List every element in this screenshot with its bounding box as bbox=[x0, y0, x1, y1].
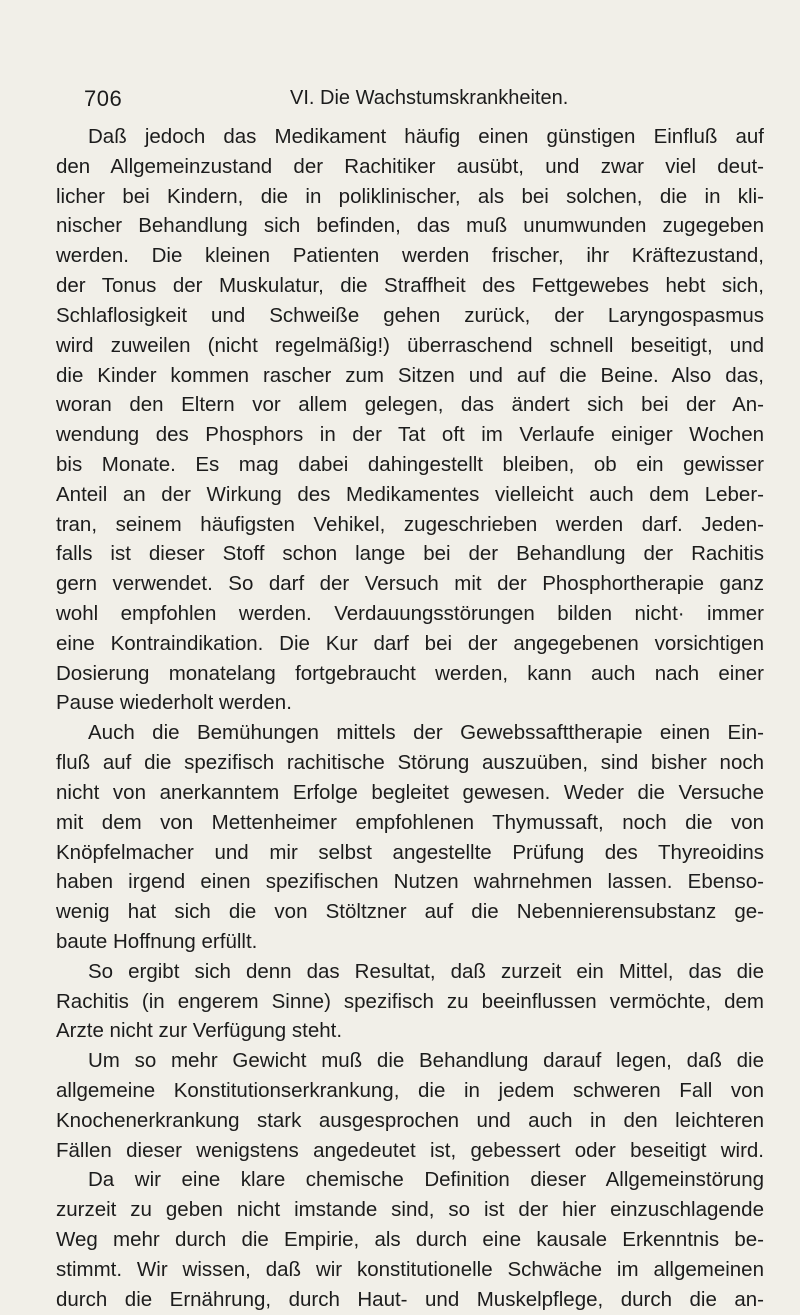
text-line: Knochenerkrankung stark ausgesprochen und auch in den leichteren bbox=[56, 1108, 764, 1132]
text-line: Rachitis (in engerem Sinne) spezifisch zu beeinflussen vermöchte, dem bbox=[56, 989, 764, 1013]
text-line: haben irgend einen spezifischen Nutzen wahrnehmen lassen. Ebenso- bbox=[56, 870, 764, 894]
text-line: allgemeine Konstitutionserkrankung, die in jedem schweren Fall von bbox=[56, 1079, 764, 1102]
text-line: nicht von anerkanntem Erfolge begleitet gewesen. Weder die Versuche bbox=[56, 780, 764, 804]
text-line: stimmt. Wir wissen, daß wir konstitutionelle Schwäche im allgemeinen bbox=[56, 1257, 764, 1281]
text-line: tran, seinem häufigsten Vehikel, zugeschrieben werden darf. Jeden- bbox=[56, 512, 764, 536]
text-line: Schlaflosigkeit und Schweiße gehen zurück, der Laryngospasmus bbox=[56, 303, 764, 327]
text-line: wird zuweilen (nicht regelmäßig!) überraschend schnell beseitigt, und bbox=[56, 333, 764, 357]
text-line: eine Kontraindikation. Die Kur darf bei der angegebenen vorsichtigen bbox=[56, 631, 764, 655]
text-line: bis Monate. Es mag dabei dahingestellt bleiben, ob ein gewisser bbox=[56, 452, 764, 476]
text-line: werden. Die kleinen Patienten werden frischer, ihr Kräftezustand, bbox=[56, 244, 764, 268]
text-line: wenig hat sich die von Stöltzner auf die Nebennierensubstanz ge- bbox=[56, 900, 764, 924]
text-line: wohl empfohlen werden. Verdauungsstörungen bilden nicht· immer bbox=[56, 602, 764, 625]
text-line: Auch die Bemühungen mittels der Gewebssafttherapie einen Ein- bbox=[88, 721, 764, 745]
text-line: die Kinder kommen rascher zum Sitzen und auf die Beine. Also das, bbox=[56, 363, 764, 387]
text-line: Um so mehr Gewicht muß die Behandlung darauf legen, daß die bbox=[88, 1049, 764, 1073]
text-line: Anteil an der Wirkung des Medikamentes vielleicht auch dem Leber- bbox=[56, 482, 764, 506]
text-line: woran den Eltern vor allem gelegen, das ändert sich bei der An- bbox=[56, 393, 764, 417]
text-line: So ergibt sich denn das Resultat, daß zurzeit ein Mittel, das die bbox=[88, 959, 764, 983]
text-line: Knöpfelmacher und mir selbst angestellte Prüfung des Thyreoidins bbox=[56, 840, 764, 864]
text-line: baute Hoffnung erfüllt. bbox=[56, 929, 258, 953]
text-line: mit dem von Mettenheimer empfohlenen Thymussaft, noch die von bbox=[56, 810, 764, 834]
text-line: Arzte nicht zur Verfügung steht. bbox=[56, 1019, 343, 1043]
text-line: nischer Behandlung sich befinden, das muß unumwunden zugegeben bbox=[56, 214, 764, 238]
body-text bbox=[56, 122, 764, 1315]
running-head: VI. Die Wachstumskrankheiten. bbox=[290, 87, 569, 109]
text-line: Weg mehr durch die Empirie, als durch eine kausale Erkenntnis be- bbox=[56, 1228, 764, 1252]
text-line: wendung des Phosphors in der Tat oft im Verlaufe einiger Wochen bbox=[56, 423, 764, 447]
text-line: Fällen dieser wenigstens angedeutet ist, gebessert oder beseitigt wird. bbox=[56, 1138, 764, 1162]
text-line: gern verwendet. So darf der Versuch mit der Phosphortherapie ganz bbox=[56, 572, 764, 596]
page-number: 706 bbox=[84, 86, 123, 111]
text-line: Pause wiederholt werden. bbox=[56, 691, 292, 715]
text-line: fluß auf die spezifisch rachitische Störung auszuüben, sind bisher noch bbox=[56, 751, 764, 775]
text-line: Da wir eine klare chemische Definition dieser Allgemeinstörung bbox=[88, 1168, 764, 1192]
text-line: den Allgemeinzustand der Rachitiker ausübt, und zwar viel deut- bbox=[56, 154, 764, 178]
text-line: falls ist dieser Stoff schon lange bei der Behandlung der Rachitis bbox=[56, 542, 764, 566]
text-line: licher bei Kindern, die in poliklinischer, als bei solchen, die in kli- bbox=[56, 184, 764, 208]
text-line: der Tonus der Muskulatur, die Straffheit des Fettgewebes hebt sich, bbox=[56, 274, 764, 298]
text-line: Daß jedoch das Medikament häufig einen günstigen Einfluß auf bbox=[88, 125, 764, 148]
text-line: Dosierung monatelang fortgebraucht werden, kann auch nach einer bbox=[56, 661, 764, 685]
text-line: durch die Ernährung, durch Haut- und Muskelpflege, durch die an- bbox=[56, 1287, 764, 1311]
text-line: zurzeit zu geben nicht imstande sind, so ist der hier einzuschlagende bbox=[56, 1198, 764, 1222]
page-header bbox=[84, 86, 744, 118]
